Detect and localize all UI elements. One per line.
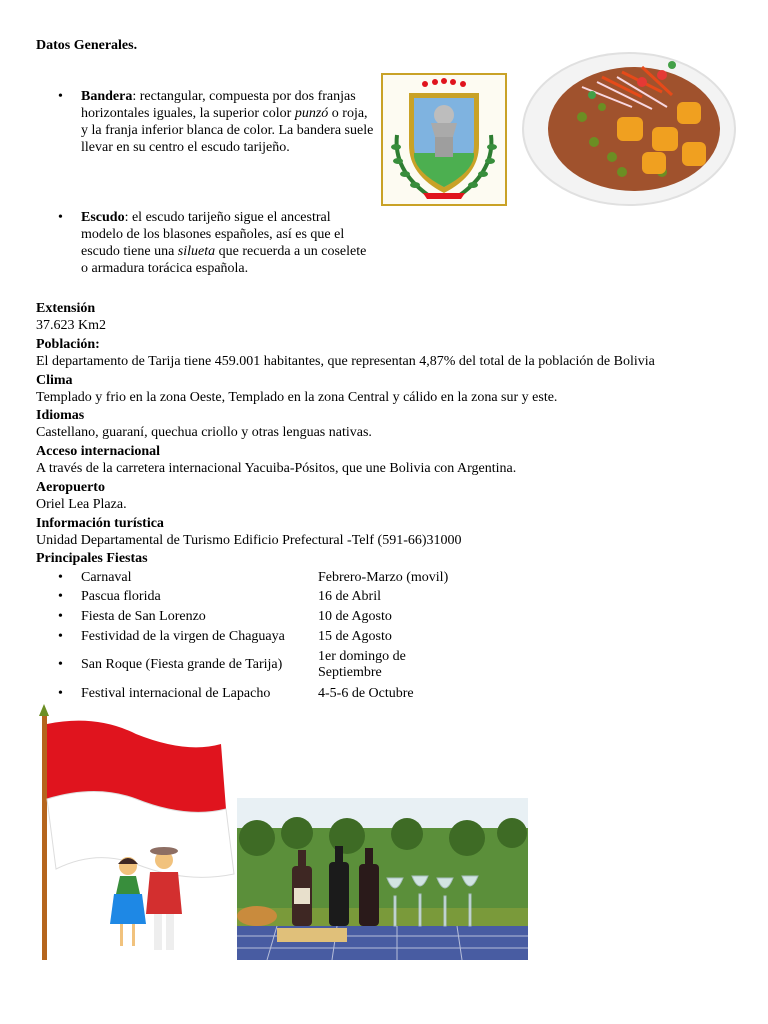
page-title: Datos Generales. [36,38,138,53]
bullet-glyph: • [58,89,63,104]
idiomas-heading: Idiomas [36,408,85,423]
coat-of-arms-image [381,73,507,206]
fiesta-date: Febrero-Marzo (movil) [318,570,449,585]
section-fiestas [36,550,148,567]
aeropuerto-value: Oriel Lea Plaza. [36,497,127,512]
bullet-glyph: • [58,609,63,624]
list-item [58,609,478,627]
section-acceso [36,443,516,477]
section-poblacion [36,336,655,370]
list-item [58,589,478,607]
fiestas-heading: Principales Fiestas [36,551,148,566]
food-plate-icon [522,47,736,207]
escudo-text [81,209,376,277]
fiesta-date: 10 de Agosto [318,609,392,624]
extension-value: 37.623 Km2 [36,318,106,333]
list-item [58,629,478,647]
idiomas-value: Castellano, guaraní, quechua criollo y otras lenguas nativas. [36,425,372,440]
clima-value: Templado y frio en la zona Oeste, Templado en la zona Central y cálido en la zona sur y este. [36,390,558,405]
bullet-glyph: • [58,210,63,225]
wine-bottles-icon [237,798,528,960]
bandera-desc-2: o roja, y la franja inferior blanca de color. La bandera suele llevar en su centro el escudo tarijeño. [81,106,374,155]
bullet-glyph: • [58,589,63,604]
aeropuerto-heading: Aeropuerto [36,480,105,495]
fiesta-date: 1er domingo de Septiembre [318,649,406,680]
section-extension [36,300,106,334]
escudo-desc-2: que recuerda a un coselete o armadura torácica española. [81,244,367,276]
info-value: Unidad Departamental de Turismo Edificio Prefectural -Telf (591-66)31000 [36,533,462,548]
fiesta-name: Fiesta de San Lorenzo [81,609,206,624]
section-aeropuerto [36,479,127,513]
fiesta-date: 4-5-6 de Octubre [318,686,414,701]
bandera-desc-1: : rectangular, compuesta por dos franjas horizontales iguales, la superior color [81,89,356,121]
fiesta-date: 16 de Abril [318,589,381,604]
fiesta-name: Pascua florida [81,589,161,604]
food-dish-image [522,47,736,207]
fiesta-name: Festividad de la virgen de Chaguaya [81,629,285,644]
tarija-flag-icon [36,704,236,960]
bullet-escudo [58,209,378,281]
escudo-term: Escudo [81,210,125,225]
list-item [58,649,478,683]
bullet-glyph: • [58,657,63,672]
extension-heading: Extensión [36,301,96,316]
fiesta-name: San Roque (Fiesta grande de Tarija) [81,657,283,672]
bandera-text [81,88,376,156]
section-clima [36,372,557,406]
bullet-glyph: • [58,570,63,585]
poblacion-heading: Población: [36,337,100,352]
poblacion-value: El departamento de Tarija tiene 459.001 habitantes, que representan 4,87% del total de la población de Bolivia [36,354,655,369]
acceso-value: A través de la carretera internacional Yacuiba-Pósitos, que une Bolivia con Argentina. [36,461,517,476]
bullet-bandera [58,88,378,178]
list-item [58,686,478,704]
wine-vineyard-image [237,798,528,960]
section-idiomas [36,407,372,441]
info-heading: Información turística [36,516,164,531]
fiesta-date: 15 de Agosto [318,629,392,644]
fiesta-name: Festival internacional de Lapacho [81,686,271,701]
bullet-glyph: • [58,629,63,644]
escudo-desc-italic: silueta [177,244,216,259]
bandera-term: Bandera [81,89,133,104]
fiesta-name: Carnaval [81,570,132,585]
escudo-desc-1: : el escudo tarijeño sigue el ancestral modelo de los blasones españoles, así es que el escudo tiene una [81,210,345,259]
section-info-turistica [36,515,462,549]
bullet-glyph: • [58,686,63,701]
list-item [58,570,478,588]
coat-of-arms-icon [383,75,505,204]
clima-heading: Clima [36,373,73,388]
bandera-desc-italic: punzó [294,106,329,121]
acceso-heading: Acceso internacional [36,444,161,459]
flag-dancers-image [36,704,236,960]
